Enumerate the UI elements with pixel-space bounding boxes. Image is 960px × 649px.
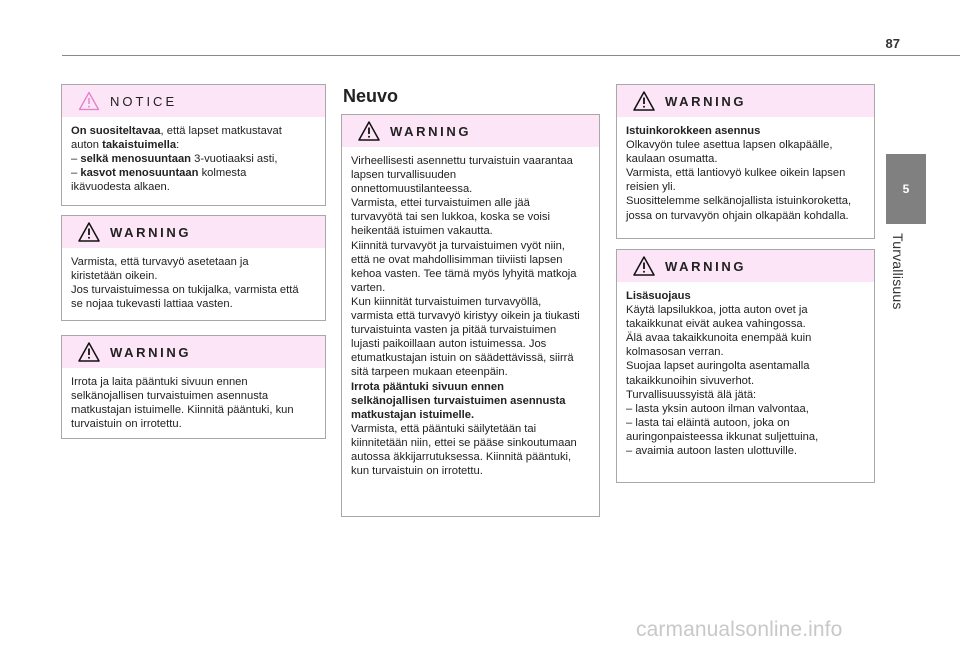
text-run: Älä avaa takaikkunoita enempää kuin	[626, 332, 812, 345]
text-line	[71, 166, 316, 180]
text-run: että ne ovat mahdollisimman tiiviisti lapsen	[351, 253, 563, 266]
text-run: onnettomuustilanteessa.	[351, 183, 473, 196]
bold-text: Lisäsuojaus	[626, 290, 691, 302]
text-line	[351, 323, 590, 337]
text-run: Varmista, että pääntuki säilytetään tai	[351, 422, 537, 435]
warning-title: WARNING	[665, 93, 747, 109]
bold-text: On suositeltavaa	[71, 125, 161, 137]
text-line	[351, 196, 590, 210]
text-line	[626, 289, 865, 303]
warning-title: WARNING	[665, 258, 747, 274]
text-run: , että lapset matkustavat	[160, 125, 282, 137]
warning-box-booster	[616, 84, 875, 239]
notice-text	[62, 117, 325, 200]
text-run: – lasta yksin autoon ilman valvontaa,	[626, 402, 809, 415]
warning-box-extra-protection	[616, 249, 875, 483]
bold-text: kasvot menosuuntaan	[80, 167, 199, 180]
text-line	[351, 365, 590, 379]
text-line	[626, 402, 865, 416]
text-run: lujasti paikoillaan auton istuimessa. Jos	[351, 338, 547, 351]
warning-text	[62, 248, 325, 317]
text-run: turvaistuin on irrotettu.	[71, 418, 182, 431]
text-line	[626, 430, 865, 444]
text-line	[351, 422, 590, 436]
text-line	[626, 152, 865, 166]
text-line	[626, 331, 865, 345]
text-run: ikävuodesta alkaen.	[71, 181, 170, 194]
warning-text	[617, 282, 874, 464]
text-line	[351, 210, 590, 224]
text-run: Jos turvaistuimessa on tukijalka, varmista että	[71, 284, 299, 297]
text-run: Kiinnitä turvavyöt ja turvaistuimen vyöt niin,	[351, 239, 565, 252]
section-title: Neuvo	[343, 86, 399, 106]
text-run: Suosittelemme selkänojallista istuinkoroketta,	[626, 195, 852, 208]
text-line	[351, 267, 590, 281]
warning-text	[617, 117, 874, 229]
text-run: etumatkustajan istuin on säädettävissä, siirrä	[351, 352, 574, 365]
text-line	[71, 297, 316, 311]
text-run: Turvallisuussyistä älä jätä:	[626, 388, 757, 401]
text-run: heikentää istuimen vakautta.	[351, 225, 493, 238]
warning-header	[617, 250, 874, 282]
bold-text: selkänojallisen turvaistuimen asennusta	[351, 394, 566, 407]
chapter-tab[interactable]	[886, 154, 926, 224]
text-run: kiristetään oikein.	[71, 270, 158, 283]
text-line	[626, 124, 865, 138]
text-run: kaulaan osumatta.	[626, 153, 718, 166]
text-run: takaikkunoihin sivuverhot.	[626, 374, 755, 387]
text-run: Varmista, ettei turvaistuimen alle jää	[351, 197, 530, 210]
text-line	[351, 281, 590, 295]
text-run: kiinnitetään niin, ettei se pääse sinkoutumaan	[351, 436, 577, 449]
text-run: varmista että turvavyö kiristyy oikein ja tiukasti	[351, 310, 580, 323]
text-run: Käytä lapsilukkoa, jotta auton ovet ja	[626, 304, 808, 317]
text-run: :	[176, 139, 180, 152]
text-line	[71, 124, 316, 138]
text-run: sitä tarpeen mukaan eteenpäin.	[351, 366, 508, 379]
notice-box	[61, 84, 326, 206]
warning-header	[62, 336, 325, 368]
text-run: autossa äkkijarrutuksessa. Kiinnitä pääntuki,	[351, 450, 572, 463]
text-run: kehoa vasten. Tee tämä myös lyhyitä matkoja	[351, 267, 577, 280]
text-line	[626, 345, 865, 359]
text-run: Kun kiinnität turvaistuimen turvavyöllä,	[351, 295, 542, 308]
text-run: Suojaa lapset auringolta asentamalla	[626, 360, 810, 373]
text-line	[351, 464, 590, 478]
warning-text	[62, 368, 325, 437]
text-line	[71, 417, 316, 431]
warning-triangle-icon	[633, 256, 655, 276]
text-line	[351, 394, 590, 408]
text-line	[626, 303, 865, 317]
text-line	[351, 182, 590, 196]
text-line	[351, 450, 590, 464]
text-line	[626, 194, 865, 208]
warning-header	[617, 85, 874, 117]
warning-title: WARNING	[110, 224, 192, 240]
text-run: turvavyötä tai sen lukkoa, koska se voisi	[351, 211, 550, 224]
text-run: Varmista, että lantiovyö kulkee oikein lapsen	[626, 167, 846, 180]
text-run: kolmesta	[198, 167, 247, 180]
text-line	[71, 152, 316, 166]
text-run: 3-vuotiaaksi asti,	[191, 153, 278, 166]
text-run: –	[71, 167, 81, 180]
text-line	[626, 209, 865, 223]
text-run: turvaistuinta vasten ja pitää turvaistuimen	[351, 324, 557, 337]
watermark: carmanualsonline.info	[636, 618, 843, 641]
text-line	[351, 224, 590, 238]
text-run: selkänojallisen turvaistuimen asennusta	[71, 390, 269, 403]
text-line	[626, 359, 865, 373]
text-line	[71, 403, 316, 417]
warning-header	[342, 115, 599, 147]
text-line	[626, 166, 865, 180]
text-line	[71, 269, 316, 283]
warning-box-seatbelt	[61, 215, 326, 321]
notice-triangle-icon	[78, 91, 100, 111]
text-run: matkustajan istuimelle. Kiinnitä pääntuki, kun	[71, 404, 294, 417]
text-line	[626, 388, 865, 402]
bold-text: Istuinkorokkeen asennus	[626, 125, 761, 137]
text-line	[351, 309, 590, 323]
warning-triangle-icon	[633, 91, 655, 111]
text-run: Irrota ja laita pääntuki sivuun ennen	[71, 376, 248, 388]
text-run: lapsen turvallisuuden	[351, 169, 457, 182]
text-run: Virheellisesti asennettu turvaistuin vaarantaa	[351, 155, 573, 167]
text-line	[626, 374, 865, 388]
text-run: jossa on turvavyön ohjain olkapään kohdalla.	[626, 209, 849, 222]
notice-header	[62, 85, 325, 117]
text-line	[351, 295, 590, 309]
bold-text: selkä menosuuntaan	[80, 153, 192, 166]
text-line	[71, 283, 316, 297]
text-line	[351, 253, 590, 267]
text-run: auringonpaisteessa ikkunat suljettuina,	[626, 430, 819, 443]
text-line	[351, 168, 590, 182]
bold-text: Irrota pääntuki sivuun ennen	[351, 380, 504, 393]
warning-triangle-icon	[78, 222, 100, 242]
text-run: Varmista, että turvavyö asetetaan ja	[71, 256, 249, 268]
warning-title: WARNING	[390, 123, 472, 139]
chapter-label-container	[890, 233, 906, 313]
text-line	[351, 436, 590, 450]
text-line	[71, 389, 316, 403]
text-run: –	[71, 153, 81, 166]
text-line	[351, 380, 590, 394]
text-run: takaikkunat eivät aukea vahingossa.	[626, 318, 806, 331]
text-line	[626, 416, 865, 430]
notice-title: NOTICE	[110, 93, 178, 109]
text-line	[351, 351, 590, 365]
header-rule	[62, 55, 960, 56]
text-line	[71, 180, 316, 194]
text-run: Olkavyön tulee asettua lapsen olkapäälle,	[626, 139, 833, 152]
text-line	[351, 239, 590, 253]
text-line	[626, 317, 865, 331]
warning-triangle-icon	[358, 121, 380, 141]
chapter-number: 5	[902, 182, 910, 196]
text-line	[626, 180, 865, 194]
text-run: – lasta tai eläintä autoon, joka on	[626, 416, 790, 429]
bold-text: matkustajan istuimelle.	[351, 408, 475, 421]
text-run: auton	[71, 139, 103, 152]
warning-title: WARNING	[110, 344, 192, 360]
text-line	[71, 138, 316, 152]
text-line	[351, 337, 590, 351]
bold-text: takaistuimella	[102, 139, 177, 152]
text-run: kolmasosan verran.	[626, 346, 724, 359]
text-run: varten.	[351, 281, 386, 294]
warning-triangle-icon	[78, 342, 100, 362]
text-run: reisien yli.	[626, 181, 676, 194]
text-line	[71, 375, 316, 389]
warning-box-headrest	[61, 335, 326, 439]
warning-header	[62, 216, 325, 248]
text-line	[351, 154, 590, 168]
warning-text	[342, 147, 599, 484]
text-line	[351, 408, 590, 422]
warning-box-installation	[341, 114, 600, 517]
text-run: kun turvaistuin on irrotettu.	[351, 465, 483, 478]
chapter-label: Turvallisuus	[890, 233, 906, 310]
text-line	[626, 138, 865, 152]
text-run: – avaimia autoon lasten ulottuville.	[626, 445, 798, 458]
page-number: 87	[885, 36, 900, 51]
text-run: se nojaa tukevasti lattiaa vasten.	[71, 298, 233, 311]
text-line	[71, 255, 316, 269]
text-line	[626, 444, 865, 458]
